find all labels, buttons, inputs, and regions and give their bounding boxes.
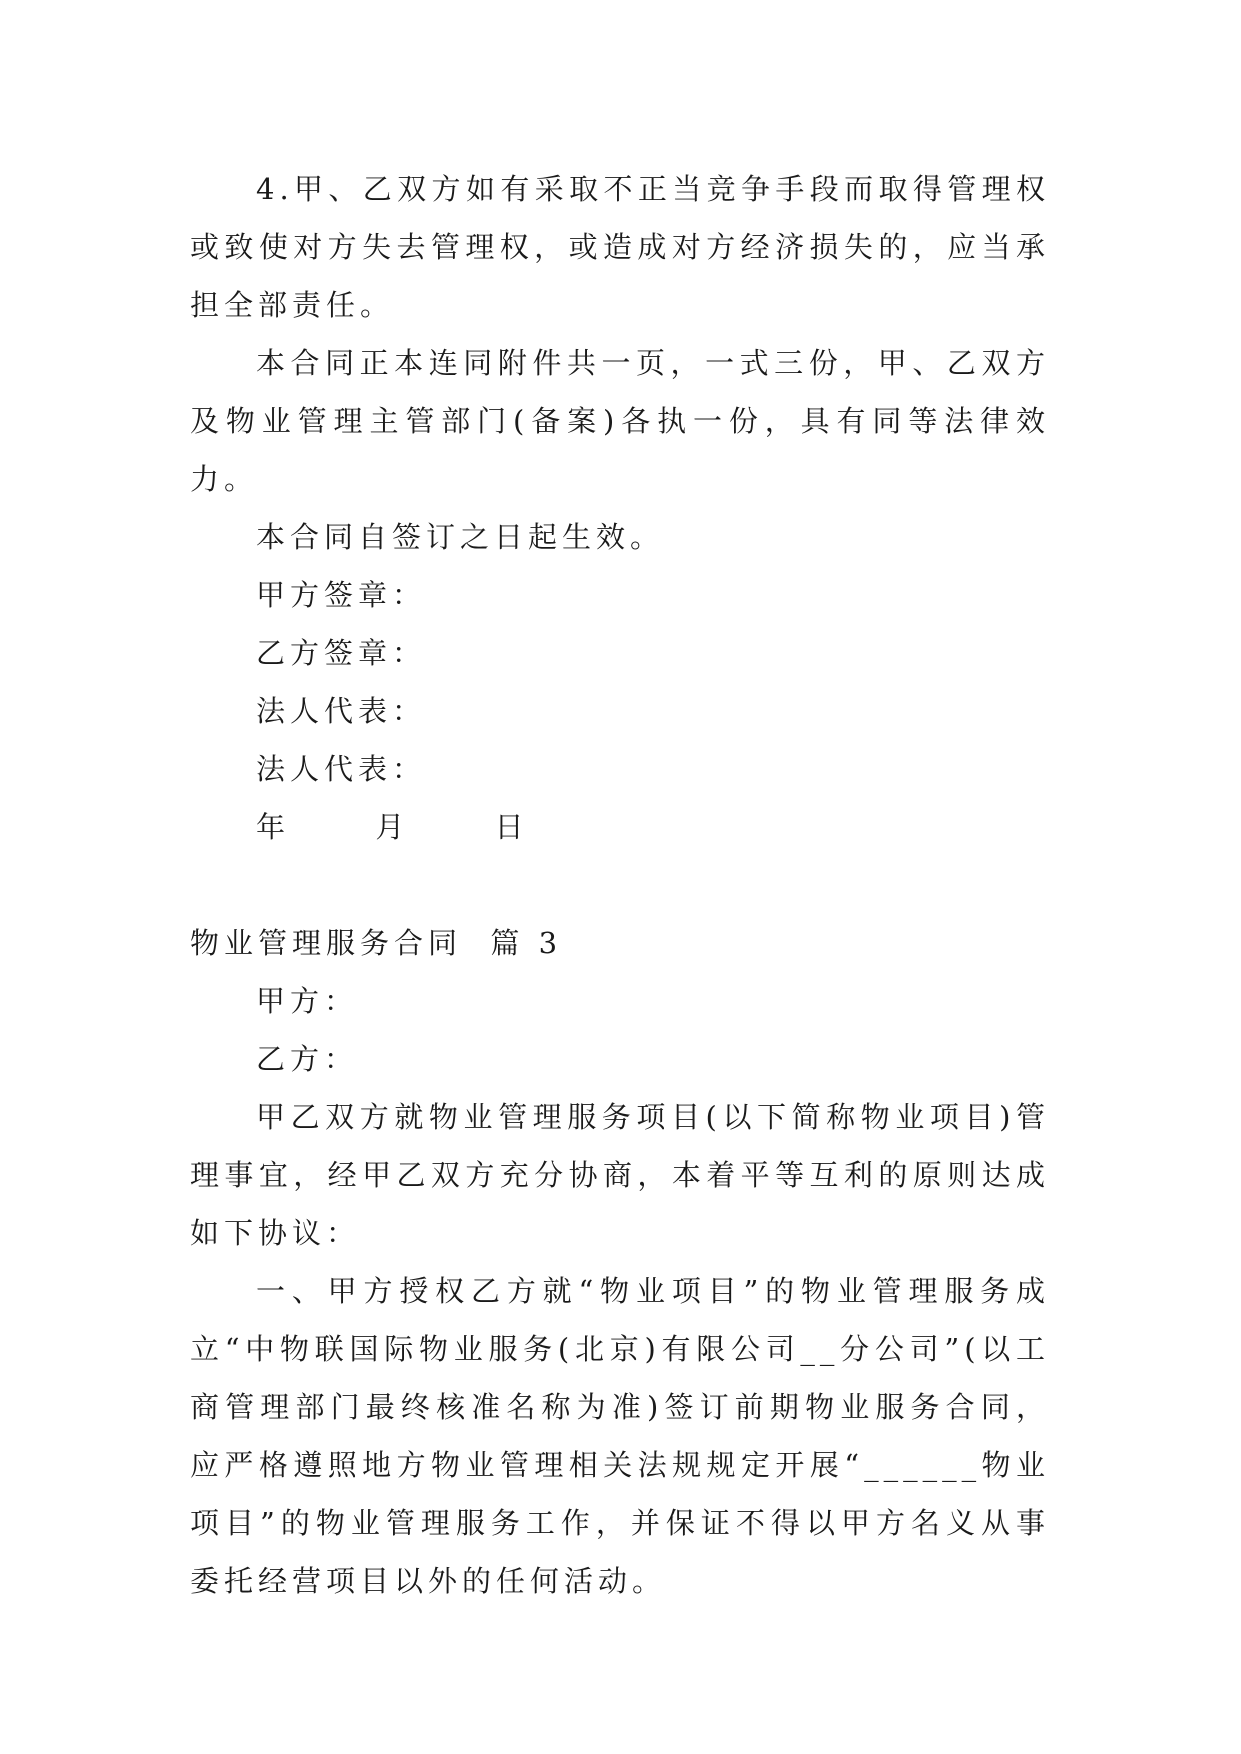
party-a-signature-label: 甲方签章：	[256, 578, 427, 612]
intro-paragraph: 甲乙双方就物业管理服务项目(以下简称物业项目)管理事宜，经甲乙双方充分协商，本着平等互利的原则达成如下协议：	[190, 1100, 1050, 1250]
date-year-label: 年	[256, 810, 291, 844]
legal-representative-label-1: 法人代表：	[256, 694, 427, 728]
copies-paragraph: 本合同正本连同附件共一页，一式三份，甲、乙双方及物业管理主管部门(备案)各执一份，具有同等法律效力。	[190, 346, 1050, 496]
clause-1-paragraph: 一、甲方授权乙方就“物业项目”的物业管理服务成立“中物联国际物业服务(北京)有限公司__分公司”(以工商管理部门最终核准名称为准)签订前期物业服务合同，应严格遵照地方物业管理相关法规规定开展“______物业项目”的物业管理服务工作，并保证不得以甲方名义从事委托经营项目以外的任何活动。	[190, 1274, 1050, 1598]
party-b-signature-label: 乙方签章：	[256, 636, 427, 670]
document-body	[190, 160, 1050, 1610]
date-month-label: 月	[375, 810, 410, 844]
party-b-label: 乙方：	[256, 1042, 359, 1076]
date-day-label: 日	[494, 810, 529, 844]
party-a-label: 甲方：	[256, 984, 359, 1018]
clause-4-paragraph: 4.甲、乙双方如有采取不正当竞争手段而取得管理权或致使对方失去管理权，或造成对方经济损失的，应当承担全部责任。	[190, 172, 1050, 322]
section-title: 物业管理服务合同 篇 3	[190, 926, 563, 960]
date-line	[190, 798, 1050, 856]
legal-representative-label-2: 法人代表：	[256, 752, 427, 786]
effective-paragraph: 本合同自签订之日起生效。	[256, 520, 665, 554]
